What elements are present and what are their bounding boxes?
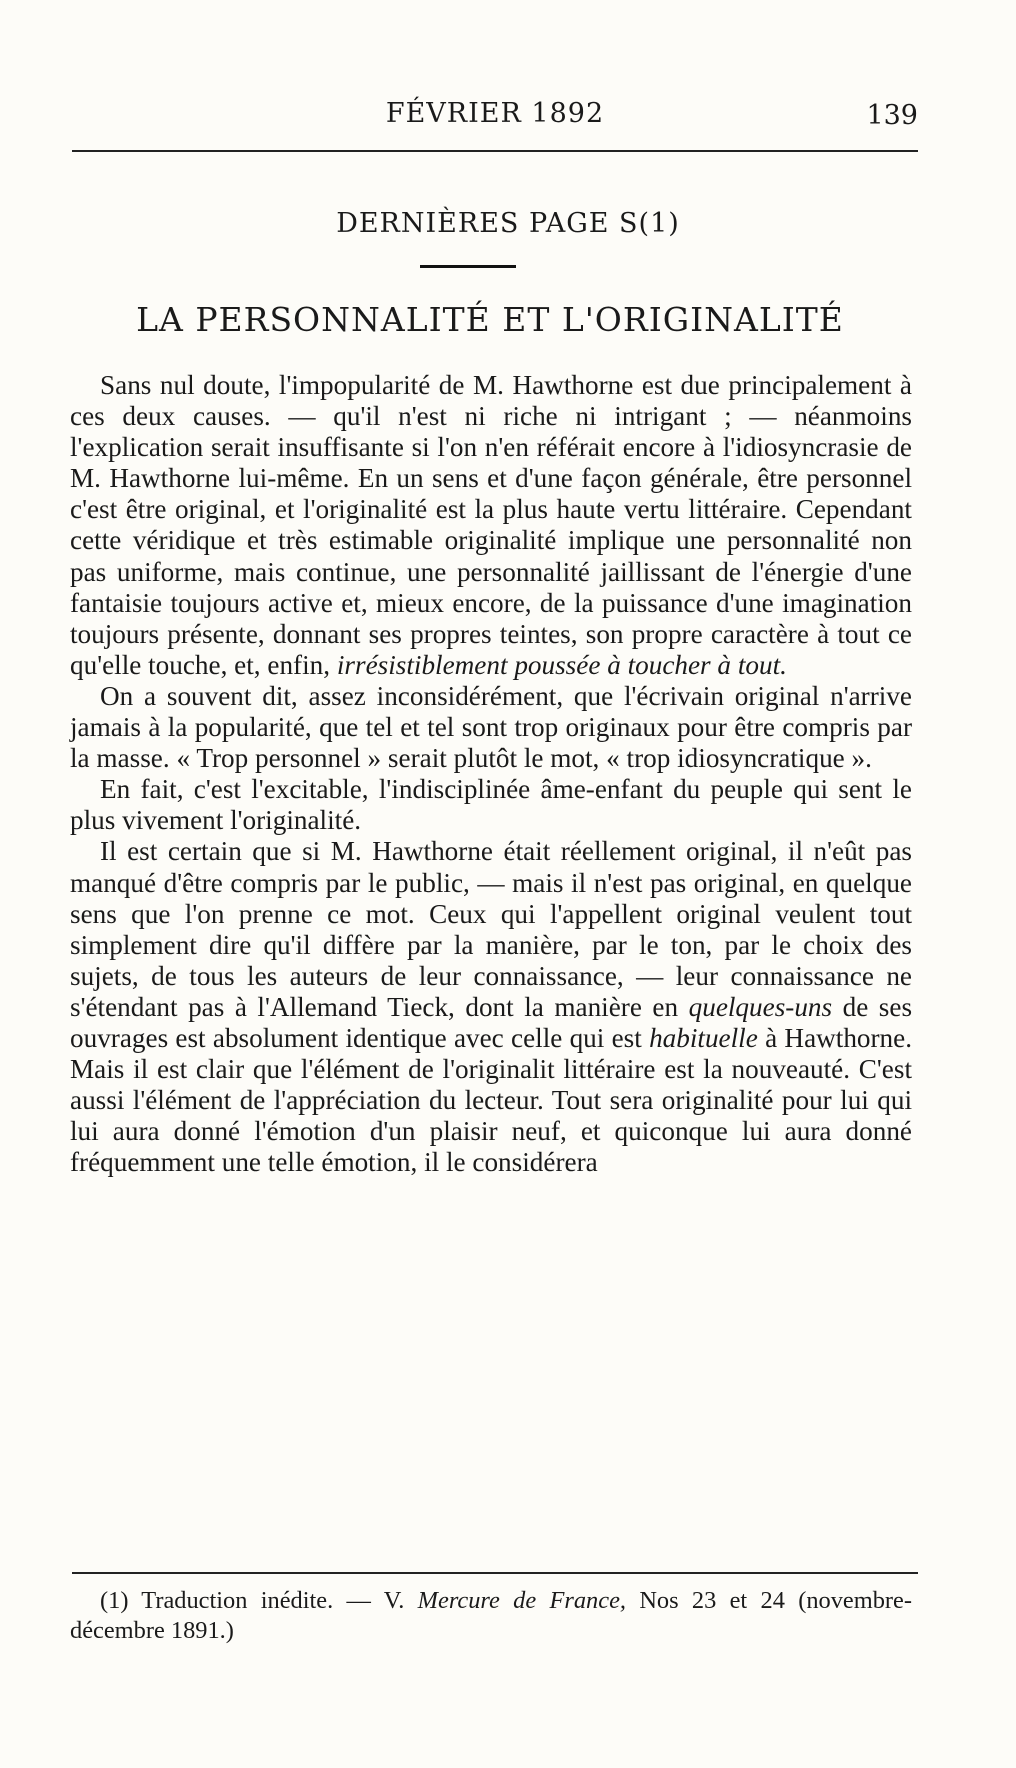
footnote-text: Nos 23 et 24 (novembre-décembre 1891.): [70, 1587, 912, 1644]
footnote-journal: Mercure de France,: [417, 1587, 626, 1614]
paragraph-4: [70, 836, 912, 1178]
footnote-rule: [72, 1572, 918, 1574]
footnote: [70, 1586, 912, 1646]
page-number: 139: [866, 100, 918, 131]
section-label: DERNIÈRES PAGE S(1): [336, 208, 680, 239]
paragraph-text: Il est certain que si M. Hawthorne était réellement original, il n'eût pas manqué d'être compris par le public, — mais il n'est pas original, en quelque sens que l'on prenne ce mot. Ceux qui l'appellent original veulent tout simplement dire qu'il diffère par la manière, par le ton, par le choix des sujets, de tous les auteurs de leur connaissance, — leur connaissance ne s'étendant pas à l'Allemand Tieck, dont la manière en: [70, 836, 912, 1022]
paragraph-2: [70, 681, 912, 774]
paragraph-text: Sans nul doute, l'impopularité de M. Hawthorne est due principalement à ces deux causes. — qu'il n'est ni riche ni intrigant ; — néanmoins l'explication serait insuffisante si l'on n'en référait encore à l'idiosyncrasie de M. Hawthorne lui-même. En un sens et d'une façon générale, être personnel c'est être original, et l'originalité est la plus haute vertu littéraire. Cependant cette véridique et très estimable originalité implique une personnalité non pas uniforme, mais continue, une personnalité jaillissant de l'énergie d'une fantaisie toujours active et, mieux encore, de la puissance d'une imagination toujours présente, donnant ses propres teintes, son propre caractère à tout ce qu'elle touche, et, enfin,: [70, 370, 912, 680]
paragraph-3: [70, 774, 912, 836]
article-body: [70, 370, 912, 1178]
running-title: FÉVRIER 1892: [385, 98, 605, 129]
paragraph-text: à Hawthorne. Mais il est clair que l'élément de l'originalit littéraire est la nouveauté. C'est aussi l'élément de l'appréciation du lecteur. Tout sera originalité pour lui qui lui aura donné l'émotion d'un plaisir neuf, et quiconque lui aura donné fréquemment une telle émotion, il le considérera: [70, 1022, 913, 1178]
emphasis-text: quelques-uns: [688, 991, 833, 1022]
paragraph-text: On a souvent dit, assez inconsidérément, que l'écrivain original n'arrive jamais à la popularité, que tel et tel sont trop originaux pour être compris par la masse. « Trop personnel » serait plutôt le mot, « trop idiosyncratique ».: [70, 680, 912, 774]
paragraph-text: En fait, c'est l'excitable, l'indisciplinée âme-enfant du peuple qui sent le plus vivement l'originalité.: [70, 774, 912, 836]
paragraph-1: [70, 370, 912, 681]
paragraph-text: de ses ouvrages est absolument identique avec celle qui est: [70, 991, 913, 1053]
emphasis-text: irrésistiblement poussée à toucher à tout.: [336, 649, 787, 680]
article-title: LA PERSONNALITÉ ET L'ORIGINALITÉ: [136, 300, 844, 339]
title-divider: [420, 265, 516, 268]
emphasis-text: habituelle: [649, 1022, 758, 1053]
footnote-text: (1) Traduction inédite. — V.: [100, 1587, 405, 1614]
header-rule: [72, 150, 918, 152]
page-header: [72, 98, 918, 146]
